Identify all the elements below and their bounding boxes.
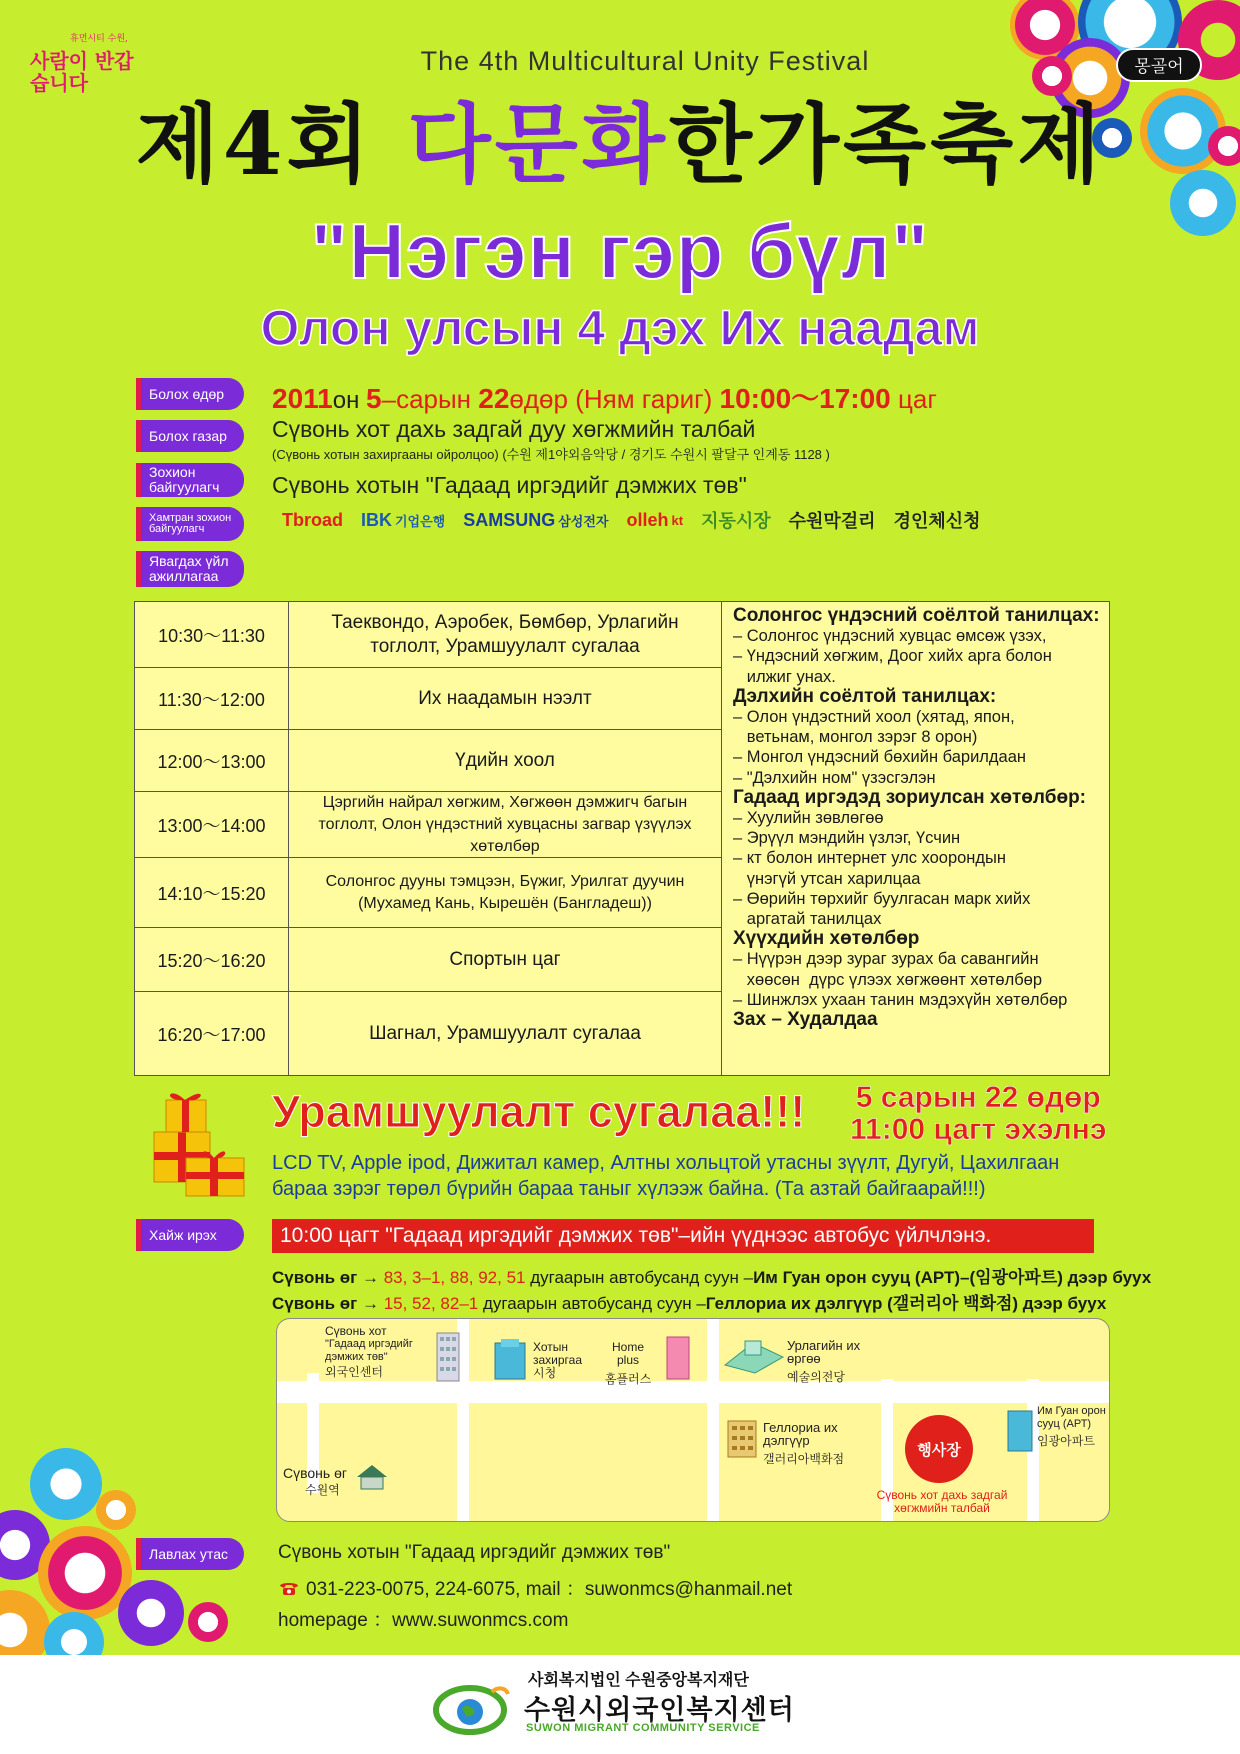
map-apt: Им Гуан орон сууц (АРТ)	[1037, 1405, 1106, 1430]
sponsor-name: olleh	[626, 509, 669, 530]
decor-ring	[118, 1580, 184, 1646]
route1-from: Сүвонь өг →	[272, 1268, 384, 1287]
side-program-item: – Монгол үндэсний бөхийн барилдаан	[733, 748, 1027, 767]
sponsor-logo	[701, 507, 771, 533]
schedule-time-column	[135, 602, 289, 1075]
pill-place: Болох газар	[136, 420, 244, 452]
pill-program: Явагдах үйл ажиллагаа	[136, 551, 244, 587]
map-center-line1: Сүвонь хот	[325, 1324, 387, 1338]
route1-stop: Им Гуан орон сууц (АРТ)–(임광아파트)	[753, 1268, 1063, 1287]
pill-date: Болох өдөр	[136, 378, 244, 410]
route2-stop: Геллориа их дэлгүүр (갤러리아 백화점)	[705, 1294, 1019, 1313]
map-homeplus: Home plus	[611, 1340, 644, 1367]
kr-title-multicultural: 다문화	[407, 94, 669, 195]
side-program-heading: Зах – Худалдаа	[733, 1009, 878, 1031]
side-program-item: – Хуулийн зөвлөгөө	[733, 809, 884, 828]
date-time-unit: цаг	[890, 384, 937, 414]
sponsor-name: SAMSUNG	[463, 509, 556, 530]
map-center-kr: 외국인센터	[325, 1365, 383, 1379]
contact-phone-row	[278, 1574, 792, 1601]
building-icon	[435, 1331, 461, 1383]
cityhall-building-icon	[491, 1337, 529, 1381]
pill-directions: Хайж ирэх	[136, 1219, 244, 1251]
map-station-kr: 수원역	[305, 1483, 340, 1497]
schedule-time: 16:20～17:00	[157, 1025, 266, 1045]
sponsor-sub: 기업은행	[395, 513, 446, 529]
kr-title-part: 제4회	[135, 94, 408, 195]
sponsor-logo	[361, 510, 445, 531]
map-cityhall-kr: 시청	[533, 1366, 557, 1380]
lottery-desc-line2: бараа зэрэг төрөл бүрийн бараа таныг хүлээж байна. (Та азтай байгаарай!!!)	[272, 1178, 986, 1200]
decor-ring	[188, 1602, 228, 1642]
side-program-item: – "Дэлхийн ном" үзэсгэлэн	[733, 768, 936, 787]
location-map	[276, 1318, 1110, 1522]
side-program-heading: Гадаад иргэдэд зориулсан хөтөлбөр:	[733, 786, 1087, 808]
sponsor-logo	[463, 510, 608, 531]
schedule-program: Спортын цаг	[289, 928, 721, 992]
sponsor-name: 수원막걸리	[788, 511, 876, 531]
sponsor-logo	[282, 510, 343, 531]
road	[277, 1381, 1110, 1403]
date-month-unit: –сарын	[381, 384, 479, 414]
route1-end: дээр буух	[1062, 1268, 1152, 1287]
map-arts-label	[787, 1339, 887, 1384]
contact-phone: 031-223-0075, 224-6075, mail ：suwonmcs@hanmail.net	[306, 1579, 793, 1600]
schedule-time: 11:30～12:00	[135, 668, 288, 730]
date-year: 2011	[272, 383, 333, 414]
station-building-icon	[353, 1459, 391, 1491]
side-program-item: – кт болон интернет улс хоорондын	[733, 849, 1007, 868]
sponsor-sub: 삼성전자	[558, 513, 609, 529]
schedule-time: 15:20～16:20	[135, 928, 288, 992]
side-program-item: – Өөрийн төрхийг буулгасан марк хийх	[733, 889, 1031, 908]
sponsor-sub: kt	[671, 512, 684, 528]
lottery-date-line1: 5 сарын 22 өдөр	[855, 1081, 1101, 1114]
sponsor-name: IBK	[361, 509, 392, 530]
side-program-list	[733, 606, 1111, 1030]
map-center-line2: "Гадаад иргэдийг	[325, 1338, 413, 1350]
venue-label: Сүвонь хот дахь задгай хөгжмийн талбай	[876, 1488, 1008, 1515]
date-day: 22	[478, 383, 510, 414]
map-apt-kr: 임광아파트	[1037, 1434, 1095, 1448]
sponsor-logo	[894, 507, 981, 533]
map-galleria-kr: 갤러리아백화점	[763, 1452, 845, 1466]
route2-from: Сүвонь өг →	[272, 1294, 384, 1313]
organization-logo-icon	[432, 1676, 514, 1738]
sponsor-name: Tbroad	[282, 509, 343, 530]
map-cityhall-label	[533, 1341, 603, 1380]
date-time: 10:00～17:00	[719, 383, 891, 414]
date-on: он	[332, 387, 367, 414]
pill-partner: Хамтран зохион байгуулагч	[136, 507, 244, 541]
sponsor-name: 경인체신청	[893, 511, 981, 531]
schedule-program: Таеквондо, Аэробек, Бөмбөр, Урлагийн тоглолт, Урамшуулалт сугалаа	[289, 602, 721, 668]
schedule-time: 13:00～14:00	[135, 792, 288, 858]
venue-marker: 행사장	[905, 1415, 973, 1483]
map-center-label	[325, 1325, 435, 1379]
kr-title-part: 한가족축제	[668, 94, 1105, 195]
route2-end: дээр буух	[1018, 1294, 1107, 1313]
apartment-building-icon	[1005, 1407, 1035, 1453]
contact-homepage: homepage ：www.suwonmcs.com	[278, 1610, 569, 1631]
sub-title: Олон улсын 4 дэх Их наадам	[260, 300, 980, 356]
lottery-desc-line1: LCD TV, Apple ipod, Дижитал камер, Алтны хольцтой утасны зүүлт, Дугуй, Цахилгаан	[272, 1152, 1060, 1174]
org-parent-name: 사회복지법인 수원중앙복지재단	[528, 1672, 749, 1689]
event-date	[272, 377, 937, 417]
map-station: Сүвонь өг	[283, 1465, 347, 1481]
arts-center-icon	[723, 1335, 785, 1375]
side-program-item: аргатай танилцах	[733, 910, 882, 929]
side-program-item: – Олон үндэстний хоол (хятад, япон,	[733, 708, 1015, 727]
map-galleria: Геллориа их дэлгүүр	[763, 1420, 838, 1448]
schedule-program: Их наадамын нээлт	[289, 668, 721, 730]
english-title: The 4th Multicultural Unity Festival	[420, 46, 870, 76]
route2-mid: дугаарын автобусанд суун –	[478, 1294, 706, 1313]
main-title: "Нэгэн гэр бүл"	[310, 207, 930, 295]
side-program-item: – Шинжлэх ухаан танин мэдэхүйн хөтөлбөр	[733, 990, 1068, 1009]
bus-route-2	[272, 1289, 1106, 1314]
sponsor-logos	[282, 507, 981, 533]
lottery-description	[272, 1150, 1132, 1202]
sponsor-name: 지동시장	[701, 511, 771, 531]
route2-buses: 15, 52, 82–1	[383, 1294, 479, 1313]
org-name: 수원시외국인복지센터	[524, 1695, 795, 1725]
sponsor-logo	[789, 507, 876, 533]
schedule-table	[134, 601, 1110, 1076]
side-program-item: илжиг унах.	[733, 667, 836, 686]
side-program-heading: Хүүхдийн хөтөлбөр	[733, 928, 920, 950]
lottery-title: Урамшуулалт сугалаа!!!	[272, 1086, 806, 1137]
language-badge: 몽골어	[1116, 48, 1202, 82]
side-program-heading: Дэлхийн соёлтой танилцах:	[733, 685, 997, 707]
side-program-item: – Солонгос үндэсний хувцас өмсөж үзэх,	[733, 627, 1047, 646]
schedule-program: Шагнал, Урамшуулалт сугалаа	[369, 1023, 641, 1044]
place-detail: (Сүвонь хотын захиргааны ойролцоо)	[272, 447, 499, 462]
date-month: 5	[366, 383, 382, 414]
decor-ring	[30, 1448, 102, 1520]
schedule-time: 12:00～13:00	[135, 730, 288, 792]
pill-organizer: Зохион байгуулагч	[136, 463, 244, 497]
lottery-date-line2: 11:00 цагт эхэлнэ	[850, 1113, 1107, 1146]
side-program-heading: Солонгос үндэсний соёлтой танилцах:	[733, 605, 1100, 626]
korean-title	[0, 90, 1240, 200]
schedule-time: 10:30～11:30	[135, 602, 288, 668]
schedule-program-column	[289, 602, 722, 1075]
map-center-line3: дэмжих төв"	[325, 1351, 388, 1363]
schedule-program: Цэргийн найрал хөгжим, Хөгжөөн дэмжигч багын тоглолт, Олон үндэстний хувцасны загвар үзүүлэх хөтөлбөр	[289, 792, 721, 858]
side-program-item: – Эрүүл мэндийн үзлэг, Үсчин	[733, 829, 961, 848]
place-detail-kr: (수원 제1야외음악당 / 경기도 수원시 팔달구 인계동 1128 )	[498, 447, 830, 462]
side-program-item: – Үндэсний хөгжим, Доог хийх арга болон	[733, 647, 1052, 666]
side-program-item: ветьнам, монгол зэрэг 8 орон)	[733, 728, 978, 747]
contact-org: Сүвонь хотын "Гадаад иргэдийг дэмжих төв"	[278, 1542, 671, 1563]
map-galleria-label	[763, 1421, 873, 1466]
map-apt-label	[1037, 1405, 1109, 1448]
side-program-item: – Нүүрэн дээр зураг зурах ба савангийн	[733, 950, 1039, 969]
slogan-text: 사람이 반갑습니다	[30, 49, 134, 95]
decor-ring	[96, 1490, 136, 1530]
slogan-small: 휴먼시티 수원,	[70, 34, 128, 44]
map-arts-kr: 예술의전당	[787, 1370, 845, 1384]
event-organizer: Сүвонь хотын "Гадаад иргэдийг дэмжих төв"	[272, 472, 747, 498]
sponsor-logo	[626, 510, 683, 531]
schedule-program: Солонгос дууны тэмцээн, Бүжиг, Урилгат дуучин (Мухамед Кань, Кырешён (Бангладеш))	[289, 858, 721, 928]
homeplus-building-icon	[663, 1333, 693, 1381]
side-program-item: үнэгүй утсан харилцаа	[733, 869, 921, 888]
schedule-time: 14:10～15:20	[135, 858, 288, 928]
map-homeplus-kr: 홈플러스	[604, 1372, 652, 1386]
side-program-item: хөөсөн дүрс үлээх хөгжөөнт хөтөлбөр	[733, 970, 1043, 989]
road	[707, 1319, 719, 1522]
gift-icon	[148, 1090, 252, 1200]
route1-buses: 83, 3–1, 88, 92, 51	[383, 1268, 526, 1287]
map-arts: Урлагийн их өргөө	[787, 1338, 861, 1366]
event-place: Сүвонь хот дахь задгай дуу хөгжмийн талбай	[272, 416, 756, 442]
date-day-unit: өдөр (Ням гариг)	[509, 384, 720, 414]
org-english-name: SUWON MIGRANT COMMUNITY SERVICE	[526, 1722, 760, 1734]
bus-route-1	[272, 1263, 1151, 1288]
schedule-program: Үдийн хоол	[289, 730, 721, 792]
shuttle-bus-notice: 10:00 цагт "Гадаад иргэдийг дэмжих төв"–ийн үүднээс автобус үйлчлэнэ.	[272, 1219, 1094, 1253]
event-place-detail	[272, 444, 830, 463]
lottery-date	[850, 1082, 1106, 1146]
map-station-label	[283, 1467, 363, 1497]
phone-icon	[278, 1580, 300, 1596]
route1-mid: дугаарын автобусанд суун –	[525, 1268, 754, 1287]
galleria-building-icon	[725, 1417, 759, 1459]
map-homeplus-label	[603, 1341, 653, 1386]
pill-contact: Лавлах утас	[136, 1538, 244, 1570]
map-cityhall: Хотын захиргаа	[533, 1340, 583, 1367]
